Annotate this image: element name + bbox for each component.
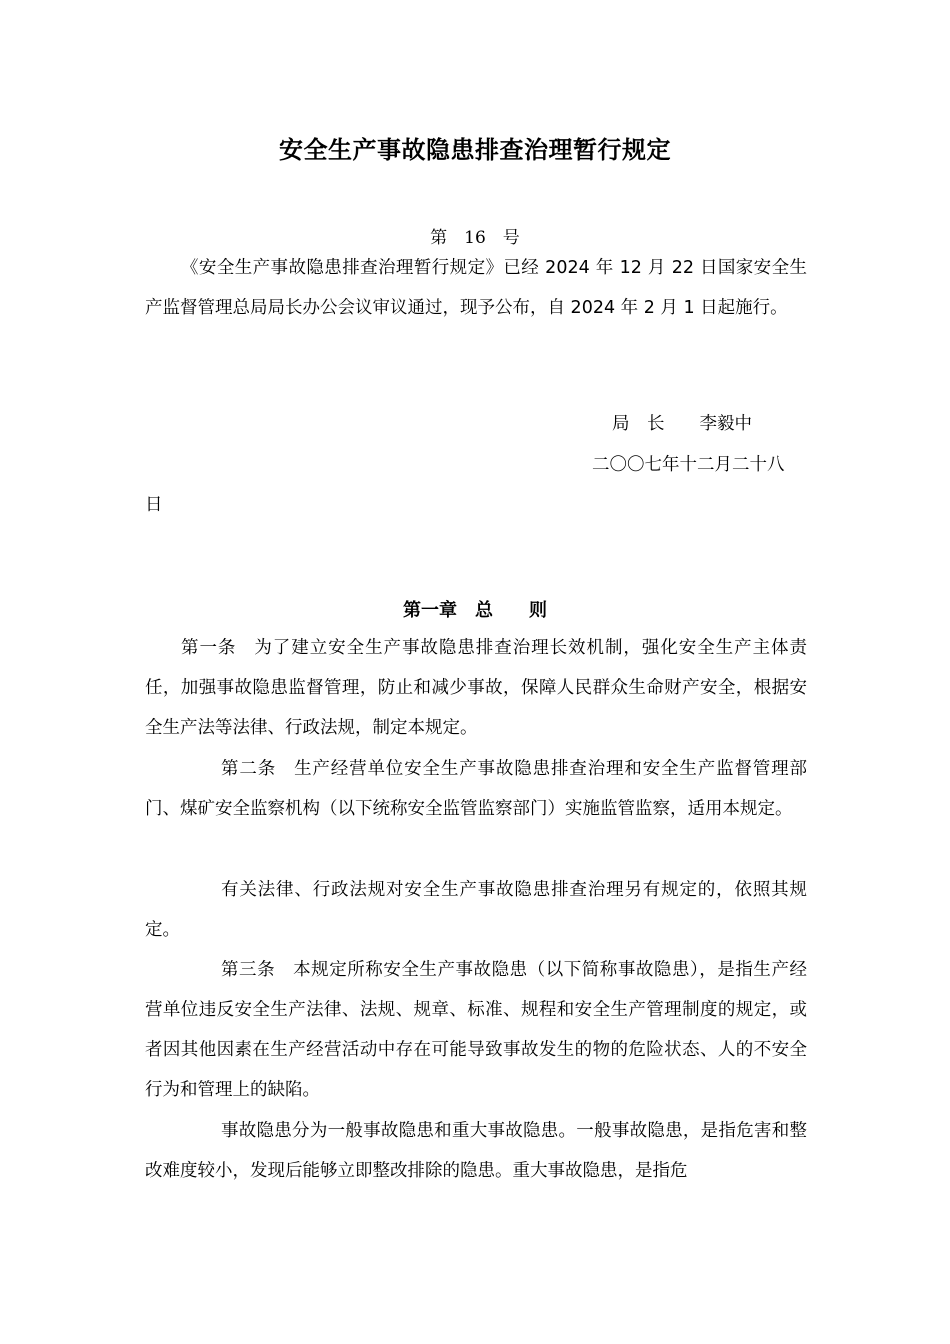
document-number: 第 16 号 bbox=[430, 228, 520, 248]
article-text: 为了建立安全生产事故隐患排查治理长效机制，强化安全生产主体责任，加强事故隐患监督管理，防止和减少事故，保障人民群众生命财产安全，根据安全生产法等法律、行政法规，制定本规定。 bbox=[145, 638, 807, 738]
article-label: 第一条 bbox=[181, 638, 237, 658]
article-paragraph: 事故隐患分为一般事故隐患和重大事故隐患。一般事故隐患，是指危害和整改难度较小，发现后能够立即整改排除的隐患。重大事故隐患，是指危 bbox=[145, 1121, 807, 1181]
article-label: 第三条 bbox=[221, 960, 276, 980]
date-day: 日 bbox=[145, 495, 163, 515]
article-2-clause bbox=[145, 870, 807, 950]
article-paragraph: 有关法律、行政法规对安全生产事故隐患排查治理另有规定的，依照其规定。 bbox=[145, 880, 807, 940]
preamble-paragraph bbox=[145, 248, 807, 328]
article-text: 本规定所称安全生产事故隐患（以下简称事故隐患），是指生产经营单位违反安全生产法律、法规、规章、标准、规程和安全生产管理制度的规定，或者因其他因素在生产经营活动中存在可能导致事故发生的物的危险状态、人的不安全行为和管理上的缺陷。 bbox=[145, 960, 808, 1100]
article-paragraph bbox=[145, 628, 807, 748]
article-label: 第二条 bbox=[221, 759, 277, 779]
signature-line: 局 长 李毅中 bbox=[612, 414, 752, 434]
document-title: 安全生产事故隐患排查治理暂行规定 bbox=[279, 136, 671, 164]
preamble-text: 《安全生产事故隐患排查治理暂行规定》已经 2024 年 12 月 22 日国家安全生产监督管理总局局长办公会议审议通过，现予公布，自 2024 年 2 月 1 日起施行。 bbox=[145, 258, 807, 318]
article-2 bbox=[145, 749, 807, 829]
article-text: 生产经营单位安全生产事故隐患排查治理和安全生产监督管理部门、煤矿安全监察机构（以下统称安全监管监察部门）实施监管监察，适用本规定。 bbox=[145, 759, 808, 819]
date-line: 二〇〇七年十二月二十八 bbox=[592, 455, 785, 475]
article-paragraph bbox=[145, 950, 807, 1110]
article-3-clause bbox=[145, 1111, 807, 1191]
article-3 bbox=[145, 950, 807, 1110]
article-1 bbox=[145, 628, 807, 748]
chapter-heading: 第一章 总 则 bbox=[403, 600, 547, 621]
article-paragraph bbox=[145, 749, 807, 829]
